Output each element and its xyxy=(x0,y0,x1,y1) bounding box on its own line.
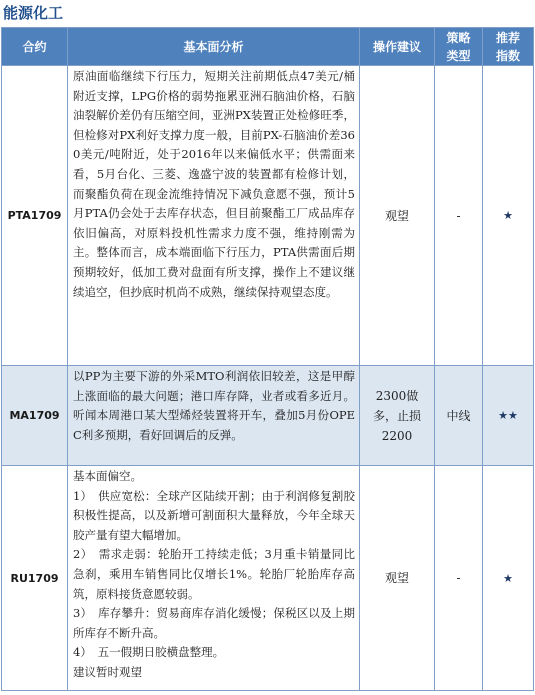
analysis-line: 1） 供应宽松：全球产区陆续开割；由于利润修复割胶积极性提高，以及新增可割面积大量释放，今年全球天胶产量有望大幅增加。 xyxy=(73,488,355,542)
analysis-text: 以PP为主要下游的外采MTO利润依旧较差，这是甲醇上涨面临的最大问题；港口库存降，业者或看多近月。听闻本周港口某大型烯烃装置将开车，叠加5月份OPEC利多预期，看好回调后的反弹。 xyxy=(73,369,355,442)
strategy-table xyxy=(1,27,534,691)
analysis-line: 基本面偏空。 xyxy=(73,469,142,483)
strategy-cell: - xyxy=(435,466,483,691)
advice-cell: 2300做多，止损2200 xyxy=(360,366,435,466)
rating-stars: ★ xyxy=(483,66,534,366)
rating-stars: ★ xyxy=(483,466,534,691)
table-row xyxy=(2,366,534,466)
rating-stars: ★★ xyxy=(483,366,534,466)
analysis-cell xyxy=(68,366,360,466)
header-contract: 合约 xyxy=(2,28,68,66)
header-rating: 推荐指数 xyxy=(483,28,534,66)
analysis-line: 2） 需求走弱：轮胎开工持续走低；3月重卡销量同比急刹，乘用车销售同比仅增长1%。轮胎厂轮胎库存高筑，原料接货意愿较弱。 xyxy=(73,547,355,601)
table-row xyxy=(2,66,534,366)
analysis-line: 3） 库存攀升：贸易商库存消化缓慢；保税区以及上期所库存不断升高。 xyxy=(73,606,355,640)
advice-cell: 观望 xyxy=(360,466,435,691)
analysis-text: 原油面临继续下行压力，短期关注前期低点47美元/桶附近支撑，LPG价格的弱势拖累亚洲石脑油价格，石脑油裂解价差仍有压缩空间，亚洲PX装置正处检修旺季，但检修对PX利好支撑力度一般，目前PX-石脑油价差360美元/吨附近，处于2016年以来偏低水平；供需面来看，5月台化、三菱、逸盛宁波的装置都有检修计划，而聚酯负荷在现金流维持情况下减负意愿不强，预计5月PTA仍会处于去库存状态，但目前聚酯工厂成品库存依旧偏高，对原料投机性需求力度不强，维持刚需为主。整体而言，成本端面临下行压力，PTA供需面后期预期较好，低加工费对盘面有所支撑，操作上不建议继续追空，但抄底时机尚不成熟，继续保持观望态度。 xyxy=(73,69,355,299)
analysis-line: 4） 五一假期日胶横盘整理。 xyxy=(73,645,225,660)
advice-cell: 观望 xyxy=(360,66,435,366)
analysis-cell xyxy=(68,66,360,366)
analysis-line: 建议暂时观望 xyxy=(73,664,142,679)
table-row xyxy=(2,466,534,691)
header-advice: 操作建议 xyxy=(360,28,435,66)
contract-cell: RU1709 xyxy=(2,466,68,691)
contract-cell: MA1709 xyxy=(2,366,68,466)
strategy-cell: 中线 xyxy=(435,366,483,466)
header-strategy: 策略类型 xyxy=(435,28,483,66)
table-header-row xyxy=(2,28,534,66)
contract-cell: PTA1709 xyxy=(2,66,68,366)
strategy-cell: - xyxy=(435,66,483,366)
section-title: 能源化工 xyxy=(3,4,64,22)
header-analysis: 基本面分析 xyxy=(68,28,360,66)
analysis-cell xyxy=(68,466,360,691)
